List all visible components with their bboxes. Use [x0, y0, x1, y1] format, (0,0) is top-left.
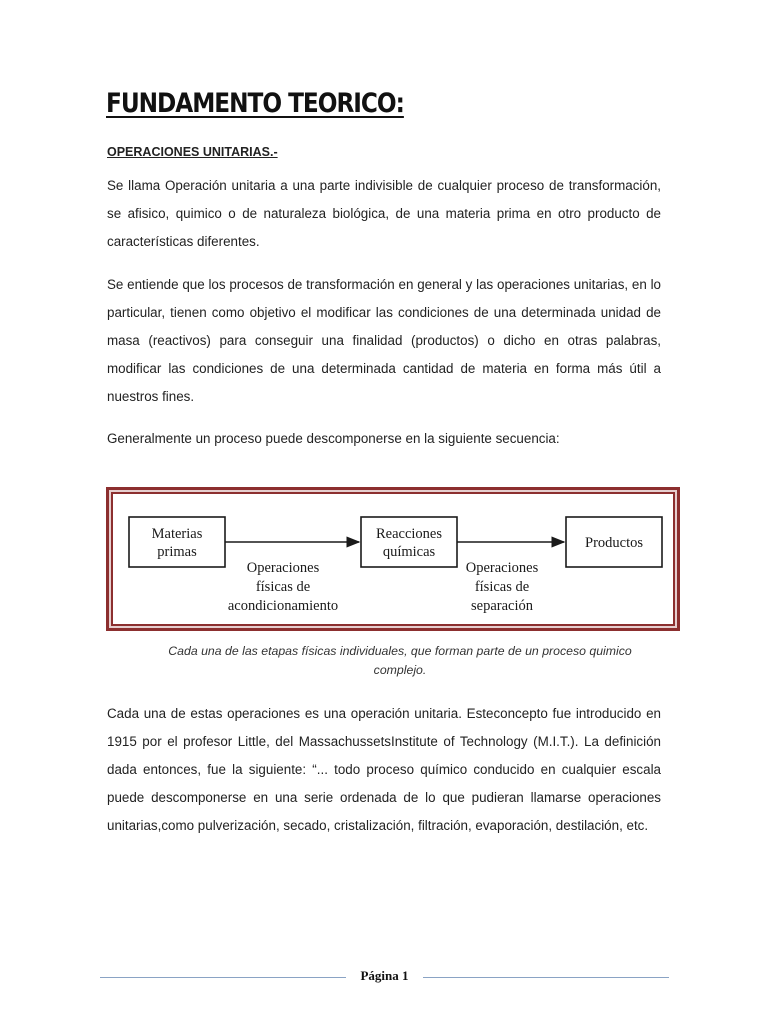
box1-line2: primas	[157, 544, 197, 560]
footer-rule-right	[423, 977, 669, 978]
box3-label: Productos	[585, 535, 643, 551]
box1-line1: Materias	[151, 526, 203, 542]
page-title: FUNDAMENTO TEORICO:	[106, 88, 404, 119]
label1-line2: físicas de	[255, 579, 311, 595]
paragraph-2: Se entiende que los procesos de transformación en general y las operaciones unitarias, en lo particular, tienen como objetivo el modificar las condiciones de una determinada unidad de masa (reactivos) para conseguir una finalidad (productos) o dicho en otras palabras, modificar las condiciones de una determinada cantidad de materia en forma más útil a nuestros fines.	[107, 277, 661, 404]
label2-line3: separación	[471, 598, 533, 614]
page-number: Página 1	[360, 968, 409, 983]
paragraph-3: Generalmente un proceso puede descomponerse en la siguiente secuencia:	[107, 431, 560, 446]
label2-line1: Operaciones	[465, 560, 539, 576]
process-diagram	[109, 490, 677, 628]
paragraph-1: Se llama Operación unitaria a una parte indivisible de cualquier proceso de transformación, se afisico, quimico o de naturaleza biológica, de una materia prima en otro producto de características diferentes.	[107, 178, 661, 249]
box2-line1: Reacciones	[375, 526, 443, 542]
box2-line2: químicas	[382, 544, 436, 560]
figure-caption: Cada una de las etapas físicas individuales, que forman parte de un proceso quimico complejo.	[168, 644, 632, 677]
section-heading: OPERACIONES UNITARIAS.-	[107, 145, 278, 159]
label1-line1: Operaciones	[246, 560, 320, 576]
label1-line3: acondicionamiento	[227, 598, 339, 614]
footer-rule-left	[100, 977, 346, 978]
process-diagram-figure	[106, 487, 680, 631]
label2-line2: físicas de	[474, 579, 530, 595]
paragraph-4: Cada una de estas operaciones es una operación unitaria. Esteconcepto fue introducido en 1915 por el profesor Little, del MassachussetsInstitute of Technology (M.I.T.). La definición dada entonces, fue la siguiente: “... todo proceso químico conducido en cualquier escala puede descomponerse en una serie ordenada de lo que pudieran llamarse operaciones unitarias,como pulverización, secado, cristalización, filtración, evaporación, destilación, etc.	[107, 706, 661, 833]
